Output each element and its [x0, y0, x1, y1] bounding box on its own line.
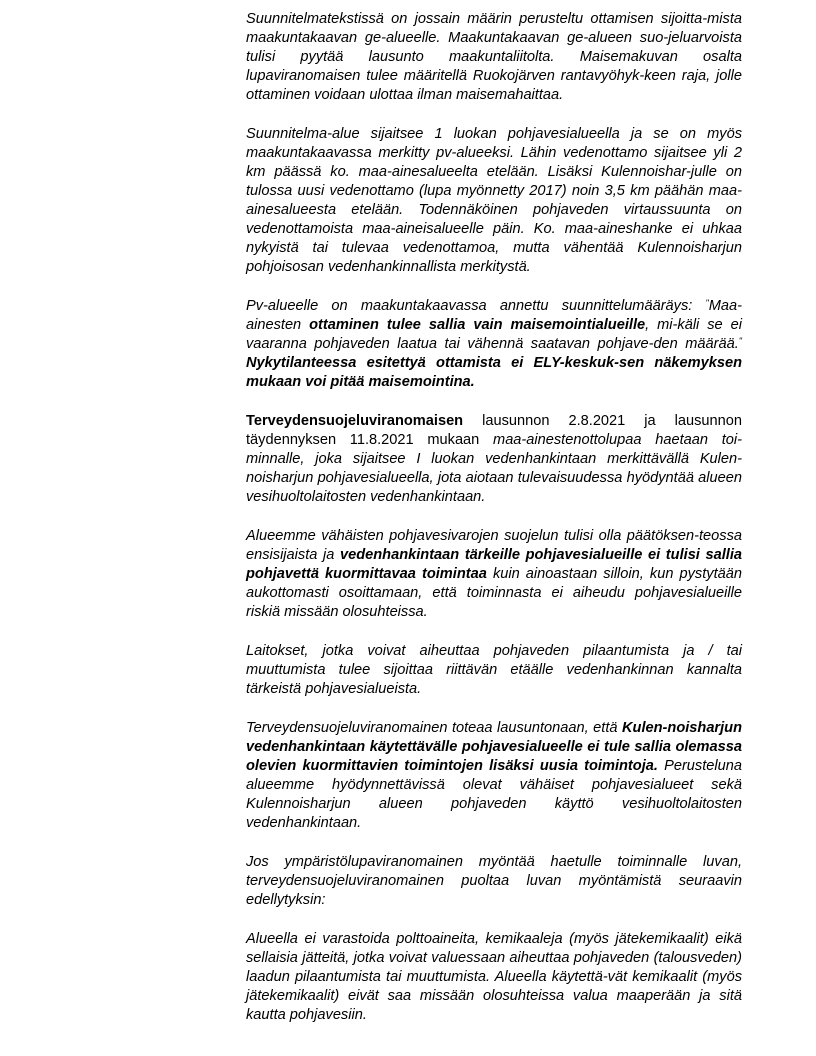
paragraph-9-text: Alueella ei varastoida polttoaineita, kemikaaleja (myös jätekemikaalit) eikä sellaisia jätteitä, jotka voivat valuessaan aiheuttaa pohjaveden (talousveden) laadun pilaantumista tai muuttumista. Alueella käytettä-vät kemikaalit (myös jätekemikaalit) eivät saa missään olosuhteissa valua maaperään ja sitä kautta pohjavesiin.: [246, 931, 742, 1023]
paragraph-3-text-a: Pv-alueelle on maakuntakaavassa annettu suunnittelumääräys:: [246, 298, 706, 314]
paragraph-8-text: Jos ympäristölupaviranomainen myöntää haetulle toiminnalle luvan, terveydensuojeluviranomainen puoltaa luvan myöntämistä seuraavin edellytyksin:: [246, 854, 742, 908]
open-quote-mark: ": [705, 298, 709, 308]
paragraph-5-emphasis: vedenhankintaan tärkeille pohjavesialueille ei tulisi sallia pohjavettä kuormittavaa toimintaa: [246, 547, 742, 582]
paragraph-3-text-b: Maa-ainesten: [246, 298, 742, 333]
paragraph-7-emphasis: Kulen-noisharjun vedenhankintaan käytettävälle pohjavesialueelle ei tule sallia olemassa olevien kuormittavien toimintojen lisäksi uusia toimintoja.: [246, 720, 742, 774]
paragraph-2-text: Suunnitelma-alue sijaitsee 1 luokan pohjavesialueella ja se on myös maakuntakaavassa merkitty pv-alueeksi. Lähin vedenottamo sijaitsee yli 2 km päässä ko. maa-ainesalueelta etelään. Lisäksi Kulennoishar-julle on tulossa uusi vedenottamo (lupa myönnetty 2017) noin 3,5 km päähän maa-ainesalueesta etelään. Todennäköinen pohjaveden virtaussuunta on vedenottamoista maa-aineisalueelle päin. Ko. maa-aineshanke ei uhkaa nykyistä tai tulevaa vedenottamoa, mutta vähentää Kulennoisharjun pohjoisosan vedenhankinnallista merkitystä.: [246, 126, 742, 275]
paragraph-6: [246, 642, 742, 699]
paragraph-4: [246, 412, 742, 507]
paragraph-5-text-b: kuin ainoastaan silloin, kun pystytään aukottomasti osoittamaan, että toiminnasta ei aiheudu pohjavesialueille riskiä missään olosuhteissa.: [246, 566, 742, 620]
paragraph-7: [246, 719, 742, 833]
paragraph-3-text-c: , mi-käli se ei vaaranna pohjaveden laatua tai vähennä saatavan pohjave-den määrää.: [246, 317, 742, 352]
paragraph-3-emphasis-a: ottaminen tulee sallia vain maisemointialueille: [309, 317, 646, 333]
paragraph-3: [246, 297, 742, 392]
document-page: [246, 10, 742, 1045]
paragraph-7-text-b: Perusteluna alueemme hyödynnettävissä olevat vähäiset pohjavesialueet sekä Kulennoisharjun alueen pohjaveden käyttö vesihuoltolaitosten vedenhankintaan.: [246, 758, 742, 831]
paragraph-1-text: Suunnitelmatekstissä on jossain määrin perusteltu ottamisen sijoitta-mista maakuntakaavan ge-alueelle. Maakuntakaavan ge-alueen suo-jeluarvoista tulisi pyytää lausunto maakuntaliitolta. Maisemakuvan osalta lupaviranomaisen tulee määritellä Ruokojärven rantavyöhyk-keen raja, jolle ottaminen voidaan ulottaa ilman maisemahaittaa.: [246, 11, 742, 103]
paragraph-5-text-a: Alueemme vähäisten pohjavesivarojen suojelun tulisi olla päätöksen-teossa ensisijaista ja: [246, 528, 742, 563]
close-quote-mark: ": [738, 336, 742, 346]
paragraph-2: [246, 125, 742, 277]
paragraph-8: [246, 853, 742, 910]
paragraph-5: [246, 527, 742, 622]
paragraph-4-authority: Terveydensuojeluviranomaisen: [246, 413, 464, 429]
paragraph-3-emphasis-b: Nykytilanteessa esitettyä ottamista ei ELY-keskuk-sen näkemyksen mukaan voi pitää maisemointina.: [246, 355, 742, 390]
paragraph-9: [246, 930, 742, 1025]
paragraph-4-text-b: maa-ainestenottolupaa haetaan toi-minnalle, joka sijaitsee I luokan vedenhankintaan merkittävällä Kulen-noisharjun pohjavesialueella, jota aiotaan tulevaisuudessa hyödyntää alueen vesihuoltolaitosten vedenhankintaan.: [246, 432, 743, 505]
paragraph-6-text: Laitokset, jotka voivat aiheuttaa pohjaveden pilaantumista ja / tai muuttumista tulee sijoittaa riittävän etäälle vedenhankinnan kannalta tärkeistä pohjavesialueista.: [246, 643, 742, 697]
paragraph-4-text-a: lausunnon 2.8.2021 ja lausunnon täydennyksen 11.8.2021 mukaan: [246, 413, 742, 448]
paragraph-7-text-a: Terveydensuojeluviranomainen toteaa lausuntonaan, että: [246, 720, 622, 736]
paragraph-1: [246, 10, 742, 105]
